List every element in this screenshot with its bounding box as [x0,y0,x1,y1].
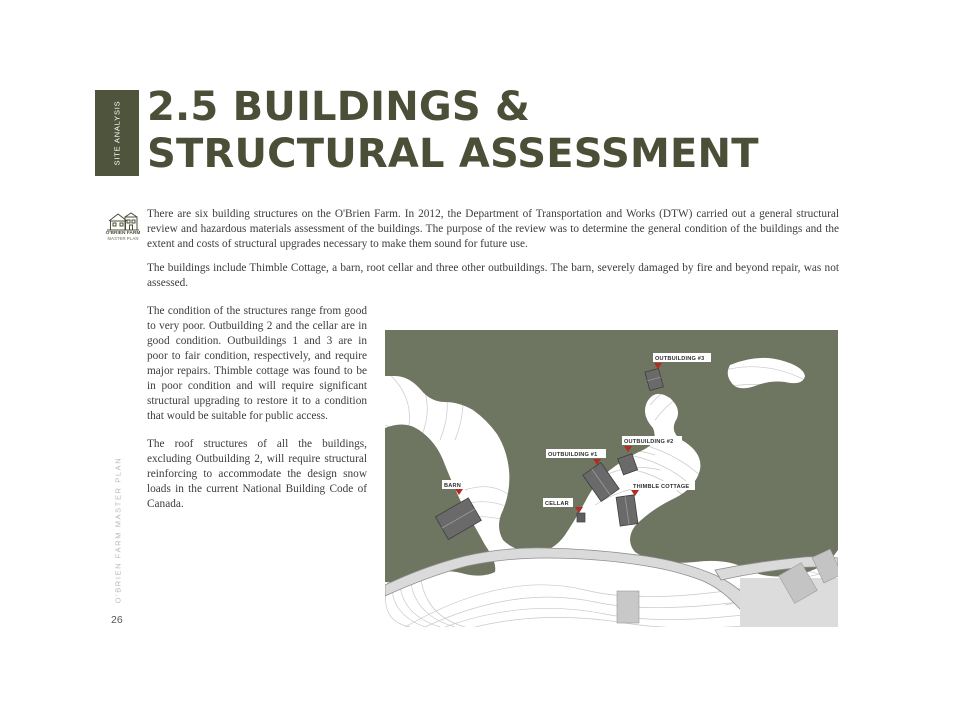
section-tab [95,90,139,176]
section-tab-label: SITE ANALYSIS [112,100,122,166]
svg-text:OUTBUILDING #1: OUTBUILDING #1 [548,452,598,458]
page-title-line1: 2.5 BUILDINGS & [147,84,531,130]
page-title [147,84,867,178]
logo-title: O'BRIEN FARM [105,231,141,236]
condition-paragraph-2: The roof structures of all the buildings, excluding Outbuilding 2, will require structural reinforcing to accommodate the design snow loads in the current National Building Code of Canada. [147,438,367,510]
page-number: 26 [111,614,123,626]
thimble-cottage [616,495,638,526]
site-map [385,330,838,627]
svg-text:OUTBUILDING #3: OUTBUILDING #3 [655,356,705,362]
svg-text:THIMBLE COTTAGE: THIMBLE COTTAGE [633,484,690,490]
intro-text [147,207,839,300]
intro-paragraph-2: The buildings include Thimble Cottage, a barn, root cellar and three other outbuildings. The barn, severely damaged by fire and beyond repair, was not assessed. [147,262,839,289]
condition-paragraph-1: The condition of the structures range from good to very poor. Outbuilding 2 and the cellar are in good condition. Outbuildings 1 and 3 are in poor to fair condition, respectively, and require major repairs. Thimble cottage was found to be in poor condition and will require significant structural upgrading to restore it to a condition that would be suitable for public access. [147,305,367,422]
page-title-line2: STRUCTURAL ASSESSMENT [147,131,759,177]
neighbour-building-3 [617,591,639,623]
svg-text:BARN: BARN [444,483,461,489]
cellar [577,513,585,522]
condition-text [147,304,367,525]
svg-text:OUTBUILDING #2: OUTBUILDING #2 [624,439,674,445]
intro-paragraph-1: There are six building structures on the O'Brien Farm. In 2012, the Department of Transportation and Works (DTW) carried out a general structural review and hazardous materials assessment of the buildings. The purpose of the review was to determine the general condition of the buildings and the extent and costs of structural upgrades necessary to make them sound for future use. [147,208,839,250]
vertical-footer-text: O'BRIEN FARM MASTER PLAN [113,456,123,604]
svg-text:CELLAR: CELLAR [545,501,569,507]
logo-subtitle: MASTER PLAN [107,236,139,241]
